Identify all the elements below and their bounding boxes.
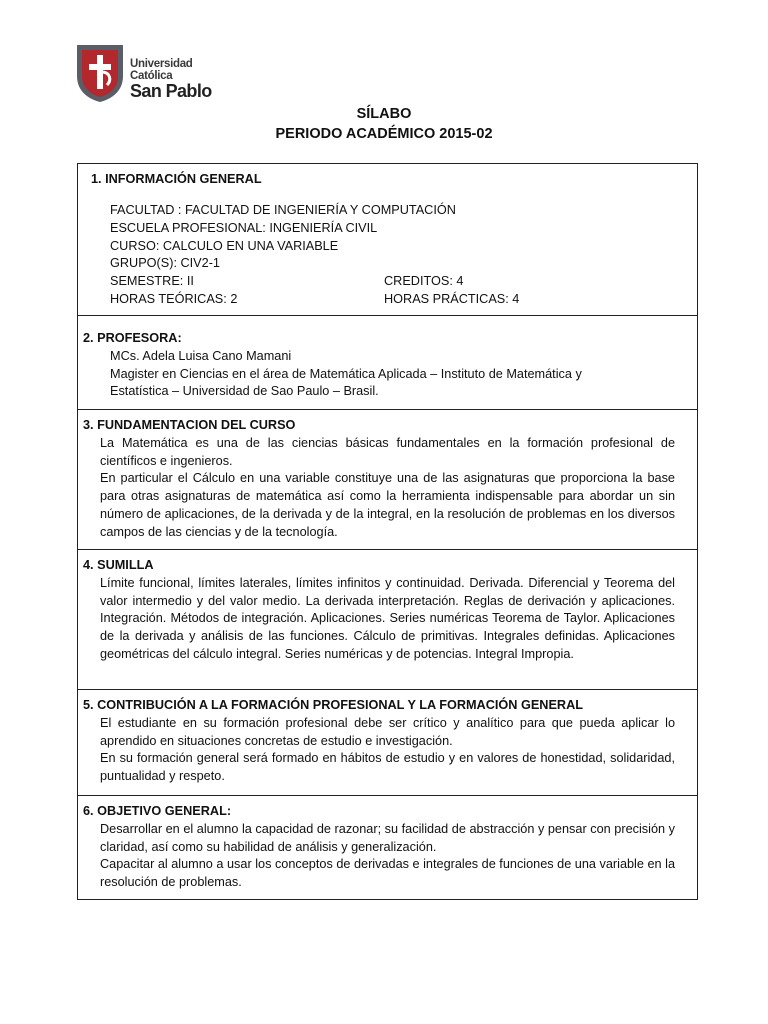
group-line: GRUPO(S): CIV2-1 xyxy=(110,256,220,271)
section-contribution xyxy=(77,689,698,796)
university-logo xyxy=(74,42,234,104)
shield-cross-icon xyxy=(74,42,126,104)
faculty-line: FACULTAD : FACULTAD DE INGENIERÍA Y COMPUTACIÓN xyxy=(110,203,456,217)
section-heading: 4. SUMILLA xyxy=(83,558,154,572)
semester-line: SEMESTRE: II xyxy=(110,274,194,289)
section-heading: 5. CONTRIBUCIÓN A LA FORMACIÓN PROFESIONAL Y LA FORMACIÓN GENERAL xyxy=(83,698,583,712)
section-professor xyxy=(77,315,698,410)
credits-line: CREDITOS: 4 xyxy=(384,274,464,289)
contribution-paragraph: En su formación general será formado en hábitos de estudio y en valores de honestidad, solidaridad, puntualidad y respeto. xyxy=(100,751,675,784)
objective-paragraph: Desarrollar en el alumno la capacidad de razonar; su facilidad de abstracción y pensar con precisión y claridad, así como su habilidad de análisis y generalización. xyxy=(100,821,675,854)
logo-university-text: Universidad Católica xyxy=(130,58,193,82)
professor-name: MCs. Adela Luisa Cano Mamani xyxy=(110,348,292,363)
practice-hours-line: HORAS PRÁCTICAS: 4 xyxy=(384,291,520,306)
foundation-paragraph: La Matemática es una de las ciencias básicas fundamentales en la formación profesional de científicos e ingenieros. xyxy=(100,435,675,468)
section-foundation xyxy=(77,409,698,550)
professor-degree: Magister en Ciencias en el área de Matemática Aplicada – Instituto de Matemática y xyxy=(110,366,582,381)
logo-name-text: San Pablo xyxy=(130,81,212,101)
course-line: CURSO: CALCULO EN UNA VARIABLE xyxy=(110,238,339,253)
section-heading: 1. INFORMACIÓN GENERAL xyxy=(91,172,262,186)
section-heading: 2. PROFESORA: xyxy=(83,331,182,345)
section-general-objective xyxy=(77,795,698,900)
objective-paragraph: Capacitar al alumno a usar los conceptos de derivadas e integrales de funciones de una variable en la resolución de problemas. xyxy=(100,857,675,890)
contribution-paragraph: El estudiante en su formación profesional debe ser crítico y analítico para que pueda aplicar lo aprendido en situaciones concretas de estudio e investigación. xyxy=(100,715,675,748)
professor-degree: Estatística – Universidad de Sao Paulo – Brasil. xyxy=(110,384,379,399)
section-summary xyxy=(77,549,698,690)
document-subtitle: PERIODO ACADÉMICO 2015-02 xyxy=(275,126,493,142)
theory-hours-line: HORAS TEÓRICAS: 2 xyxy=(110,291,238,306)
section-heading: 3. FUNDAMENTACION DEL CURSO xyxy=(83,418,296,432)
section-heading: 6. OBJETIVO GENERAL: xyxy=(83,804,232,818)
document-title: SÍLABO xyxy=(356,106,412,122)
foundation-paragraph: En particular el Cálculo en una variable constituye una de las asignaturas que proporciona la base para otras asignaturas de matemática así como la herramienta indispensable para abordar un sin número de aplicaciones, de la derivada y de la integral, en la resolución de problemas en los diversos campos de las ciencias y de la tecnología. xyxy=(100,471,675,539)
summary-paragraph: Límite funcional, límites laterales, límites infinitos y continuidad. Derivada. Diferencial y Teorema del valor intermedio y del valor medio. La derivada interpretación. Reglas de derivación y aplicaciones. Integración. Métodos de integración. Aplicaciones. Series numéricas Teorema de Taylor. Aplicaciones de la derivada y análisis de las funciones. Cálculo de primitivas. Integrales definidas. Aplicaciones geométricas del cálculo integral. Series numéricas y de potencias. Integral Impropia. xyxy=(100,575,675,661)
school-line: ESCUELA PROFESIONAL: INGENIERÍA CIVIL xyxy=(110,220,378,235)
section-general-info xyxy=(77,163,698,316)
